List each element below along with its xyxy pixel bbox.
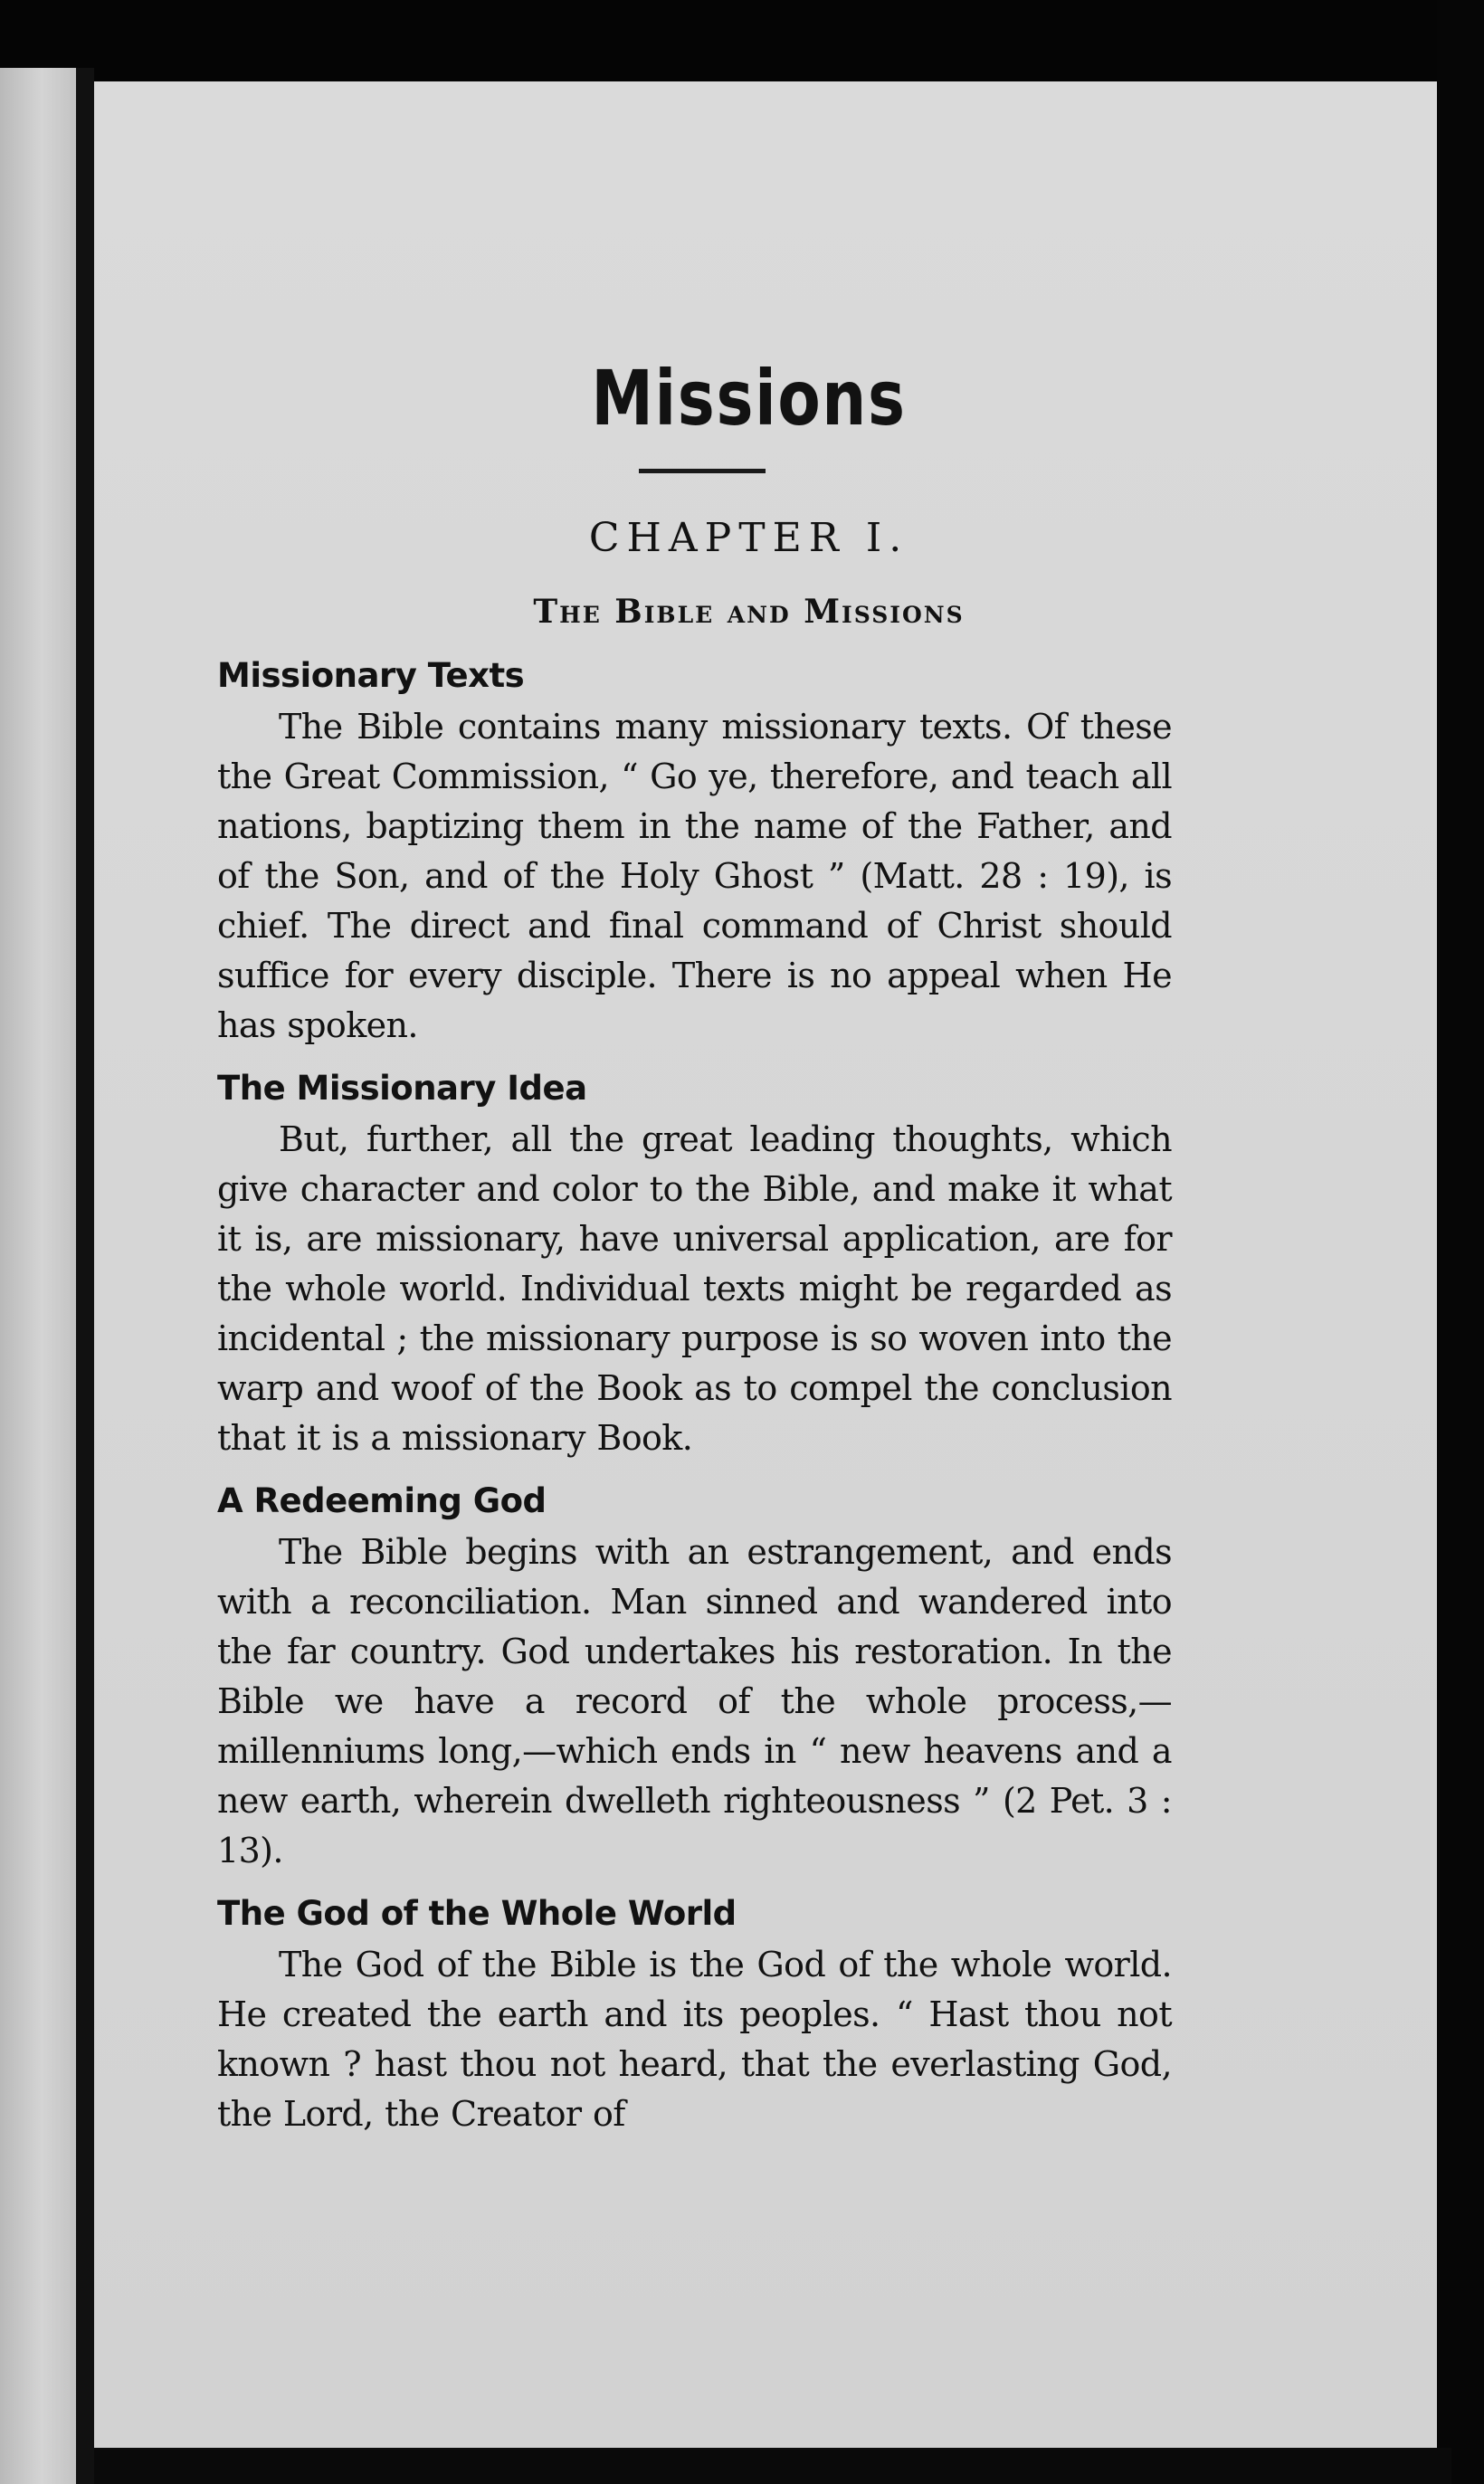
section-paragraph: The Bible begins with an estrangement, and ends with a reconciliation. Man sinned and wandered into the far country. God undertakes his restoration. In the Bible we have a record of the whole process,—millenniums long,—which ends in “ new heavens and a new earth, wherein dwelleth righteousness ” (2 Pet. 3 : 13). xyxy=(217,1532,1172,1870)
scan-background-right xyxy=(1437,0,1484,2484)
page-content xyxy=(217,344,1172,2139)
title-rule xyxy=(639,469,766,473)
chapter-title: The Bible and Missions xyxy=(533,593,965,631)
section-heading: Missionary Texts xyxy=(217,656,525,695)
scan-background-bottom xyxy=(94,2448,1451,2484)
binding-edge xyxy=(76,68,94,2484)
section-paragraph: But, further, all the great leading thoughts, which give character and color to the Bible, and make it what it is, are missionary, have universal application, are for the whole world. Individual texts might be regarded as incidental ; the missionary purpose is so woven into the warp and woof of the Book as to compel the conclusion that it is a missionary Book. xyxy=(217,1119,1172,1458)
page-title: Missions xyxy=(591,354,907,443)
section-paragraph: The God of the Bible is the God of the whole world. He created the earth and its peoples. “ Hast thou not known ? hast thou not heard, that the everlasting God, the Lord, the Creator of xyxy=(217,1945,1172,2134)
book-spine-strip xyxy=(0,68,76,2484)
section-paragraph: The Bible contains many missionary texts. Of these the Great Commission, “ Go ye, therefore, and teach all nations, baptizing them in the name of the Father, and of the Son, and of the Holy Ghost ” (Matt. 28 : 19), is chief. The direct and final command of Christ should suffice for every disciple. There is no appeal when He has spoken. xyxy=(217,707,1172,1045)
section-heading: The Missionary Idea xyxy=(217,1069,587,1108)
section-heading: The God of the Whole World xyxy=(217,1894,737,1933)
chapter-number: CHAPTER I. xyxy=(588,515,909,561)
section-heading: A Redeeming God xyxy=(217,1481,547,1520)
